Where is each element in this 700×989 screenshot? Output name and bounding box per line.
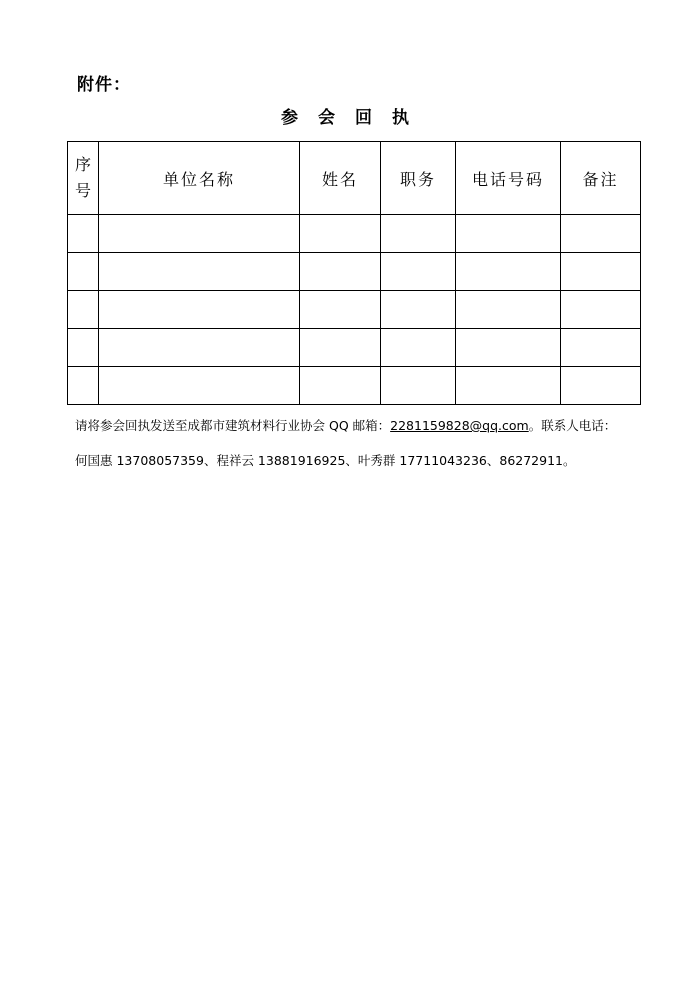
table-cell[interactable] [456,253,561,291]
attachment-label: 附件： [77,75,131,95]
table-row [68,367,641,405]
header-remarks: 备注 [561,142,641,215]
table-cell[interactable] [99,367,300,405]
table-cell[interactable] [300,253,381,291]
header-serial-number: 序号 [68,142,99,215]
table-header-row [68,142,641,215]
table-cell[interactable] [68,215,99,253]
table-row [68,291,641,329]
table-cell[interactable] [300,329,381,367]
table-cell[interactable] [456,367,561,405]
instructions-suffix: 。联系人电话： [528,418,617,433]
table-cell[interactable] [300,291,381,329]
table-cell[interactable] [68,367,99,405]
table-cell[interactable] [99,215,300,253]
table-cell[interactable] [68,329,99,367]
header-organization-name: 单位名称 [99,142,300,215]
table-cell[interactable] [300,215,381,253]
table-row [68,215,641,253]
table-row [68,329,641,367]
header-name: 姓名 [300,142,381,215]
table-cell[interactable] [561,367,641,405]
table-cell[interactable] [456,215,561,253]
table-cell[interactable] [68,253,99,291]
document-title: 参会回执 [281,108,429,128]
table-cell[interactable] [561,291,641,329]
email-link[interactable]: 2281159828@qq.com [390,418,529,433]
table-cell[interactable] [561,215,641,253]
instructions-prefix: 请将参会回执发送至成都市建筑材料行业协会 QQ 邮箱： [75,418,391,433]
table-cell[interactable] [381,367,456,405]
table-cell[interactable] [561,253,641,291]
table-cell[interactable] [381,291,456,329]
receipt-table [67,141,641,405]
table-cell[interactable] [381,215,456,253]
submission-instructions [75,416,645,436]
header-position: 职务 [381,142,456,215]
table-cell[interactable] [456,291,561,329]
header-phone-number: 电话号码 [456,142,561,215]
table-cell[interactable] [381,329,456,367]
table-cell[interactable] [456,329,561,367]
table-cell[interactable] [381,253,456,291]
table-cell[interactable] [68,291,99,329]
table-cell[interactable] [561,329,641,367]
contact-phones: 何国惠 13708057359、程祥云 13881916925、叶秀群 17711043236、86272911。 [75,453,576,468]
table-row [68,253,641,291]
table-cell[interactable] [99,291,300,329]
table-cell[interactable] [300,367,381,405]
table-cell[interactable] [99,329,300,367]
table-cell[interactable] [99,253,300,291]
